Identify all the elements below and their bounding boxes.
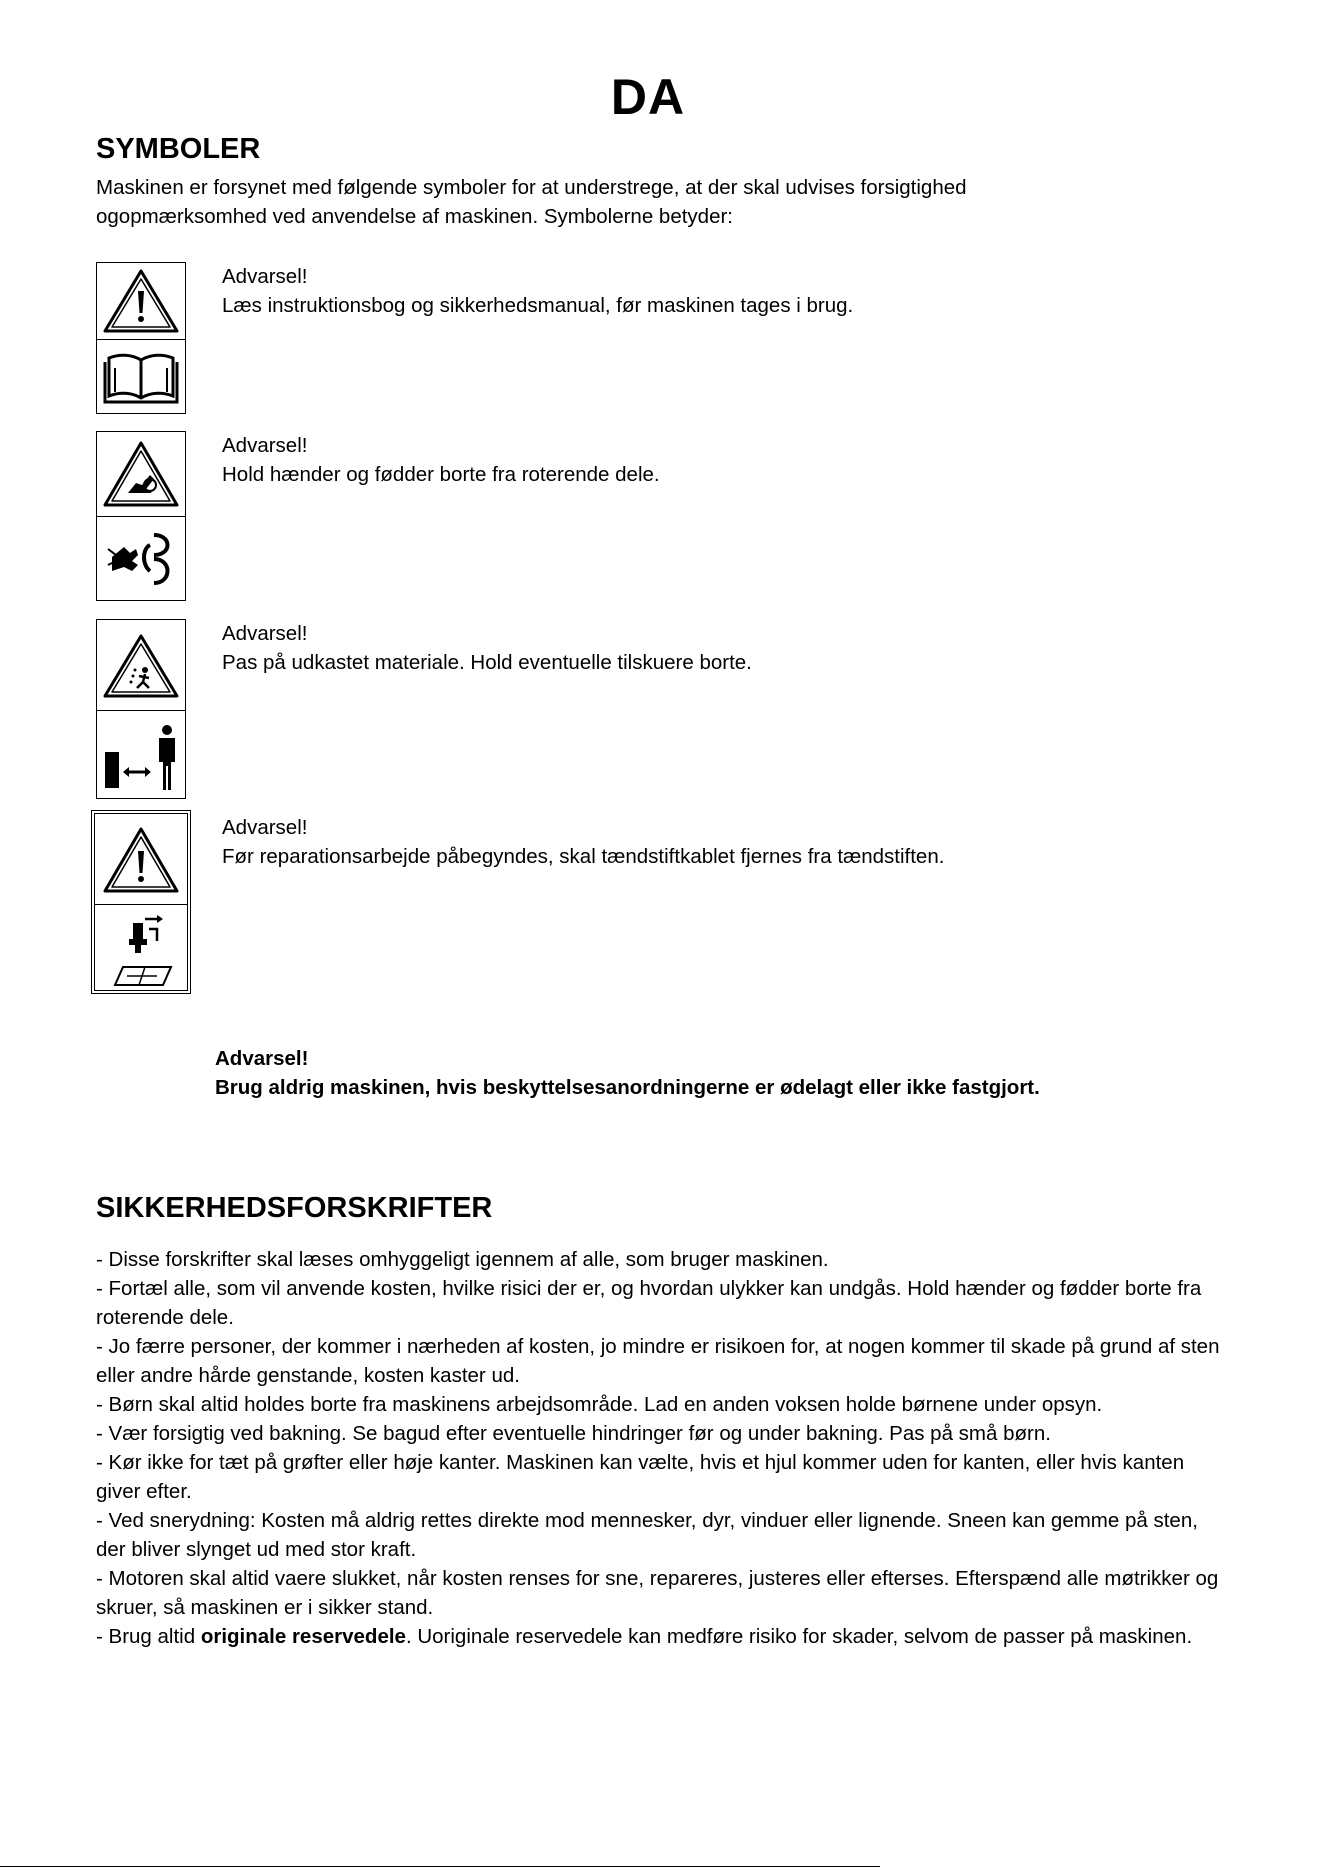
warning-triangle-icon — [97, 263, 185, 339]
safety-rule: - Ved snerydning: Kosten må aldrig rettes direkte mod mennesker, dyr, vinduer eller lignende. Sneen kan gemme på sten, der bliver slynget ud med stor kraft. — [96, 1509, 1198, 1561]
symbol-description: Læs instruktionsbog og sikkerhedsmanual, før maskinen tages i brug. — [222, 294, 854, 317]
symbol-description: Pas på udkastet materiale. Hold eventuelle tilskuere borte. — [222, 651, 752, 674]
safety-rule-emphasis: originale reservedele — [200, 1625, 406, 1648]
language-code: DA — [610, 69, 686, 125]
symbols-title: SYMBOLER — [96, 133, 261, 165]
bold-warning — [215, 1044, 1040, 1102]
safety-rule: - Vær forsigtig ved bakning. Se bagud efter eventuelle hindringer før og under bakning. Pas på små børn. — [96, 1422, 1051, 1445]
icon-panel — [96, 431, 186, 601]
thrown-objects-warning-icon — [97, 620, 185, 710]
spark-plug-disconnect-icon — [95, 904, 187, 993]
icon-panel — [96, 262, 186, 414]
bold-warning-label: Advarsel! — [215, 1047, 309, 1070]
symbol-description: Før reparationsarbejde påbegyndes, skal tændstiftkablet fjernes fra tændstiften. — [222, 845, 945, 868]
safety-rule: - Motoren skal altid vaere slukket, når kosten renses for sne, repareres, justeres eller efterses. Efterspænd alle møtrikker og skruer, så maskinen er i sikker stand. — [96, 1567, 1219, 1619]
keep-distance-icon — [97, 710, 185, 801]
symbols-intro: Maskinen er forsynet med følgende symboler for at understrege, at der skal udvises forsigtighed ogopmærksomhed ved anvendelse af maskinen. Symbolerne betyder: — [96, 176, 967, 228]
safety-rule: - Fortæl alle, som vil anvende kosten, hvilke risici der er, og hvordan ulykker kan undgås. Hold hænder og fødder borte fra roterende dele. — [96, 1277, 1202, 1329]
safety-rules-list — [96, 1245, 1231, 1651]
symbol-warning-label: Advarsel! — [222, 622, 308, 645]
symbol-warning-label: Advarsel! — [222, 265, 308, 288]
symbol-description: Hold hænder og fødder borte fra roterende dele. — [222, 463, 660, 486]
safety-rule: - Børn skal altid holdes borte fra maskinens arbejdsområde. Lad en anden voksen holde børnene under opsyn. — [96, 1393, 1103, 1416]
icon-panel — [96, 619, 186, 799]
footer-divider — [0, 1866, 880, 1867]
safety-rule: - Disse forskrifter skal læses omhyggeligt igennem af alle, som bruger maskinen. — [96, 1248, 829, 1271]
safety-title: SIKKERHEDSFORSKRIFTER — [96, 1192, 493, 1224]
safety-rule: - Kør ikke for tæt på grøfter eller høje kanter. Maskinen kan vælte, hvis et hjul kommer uden for kanten, eller hvis kanten giver efter. — [96, 1451, 1185, 1503]
safety-rule: - Jo færre personer, der kommer i nærheden af kosten, jo mindre er risikoen for, at nogen kommer til skade på grund af sten eller andre hårde genstande, kosten kaster ud. — [96, 1335, 1220, 1387]
symbol-warning-label: Advarsel! — [222, 816, 308, 839]
warning-triangle-icon — [95, 814, 187, 904]
hand-auger-icon — [97, 516, 185, 603]
icon-panel — [94, 813, 188, 991]
safety-rule — [96, 1622, 1231, 1651]
safety-rule-suffix: . Uoriginale reservedele kan medføre risiko for skader, selvom de passer på maskinen. — [405, 1625, 1193, 1648]
bold-warning-text: Brug aldrig maskinen, hvis beskyttelsesanordningerne er ødelagt eller ikke fastgjort. — [215, 1076, 1040, 1099]
manual-book-icon — [97, 339, 185, 416]
safety-rule-prefix: - Brug altid — [96, 1625, 201, 1648]
symbol-warning-label: Advarsel! — [222, 434, 308, 457]
rotating-parts-warning-icon — [97, 432, 185, 516]
